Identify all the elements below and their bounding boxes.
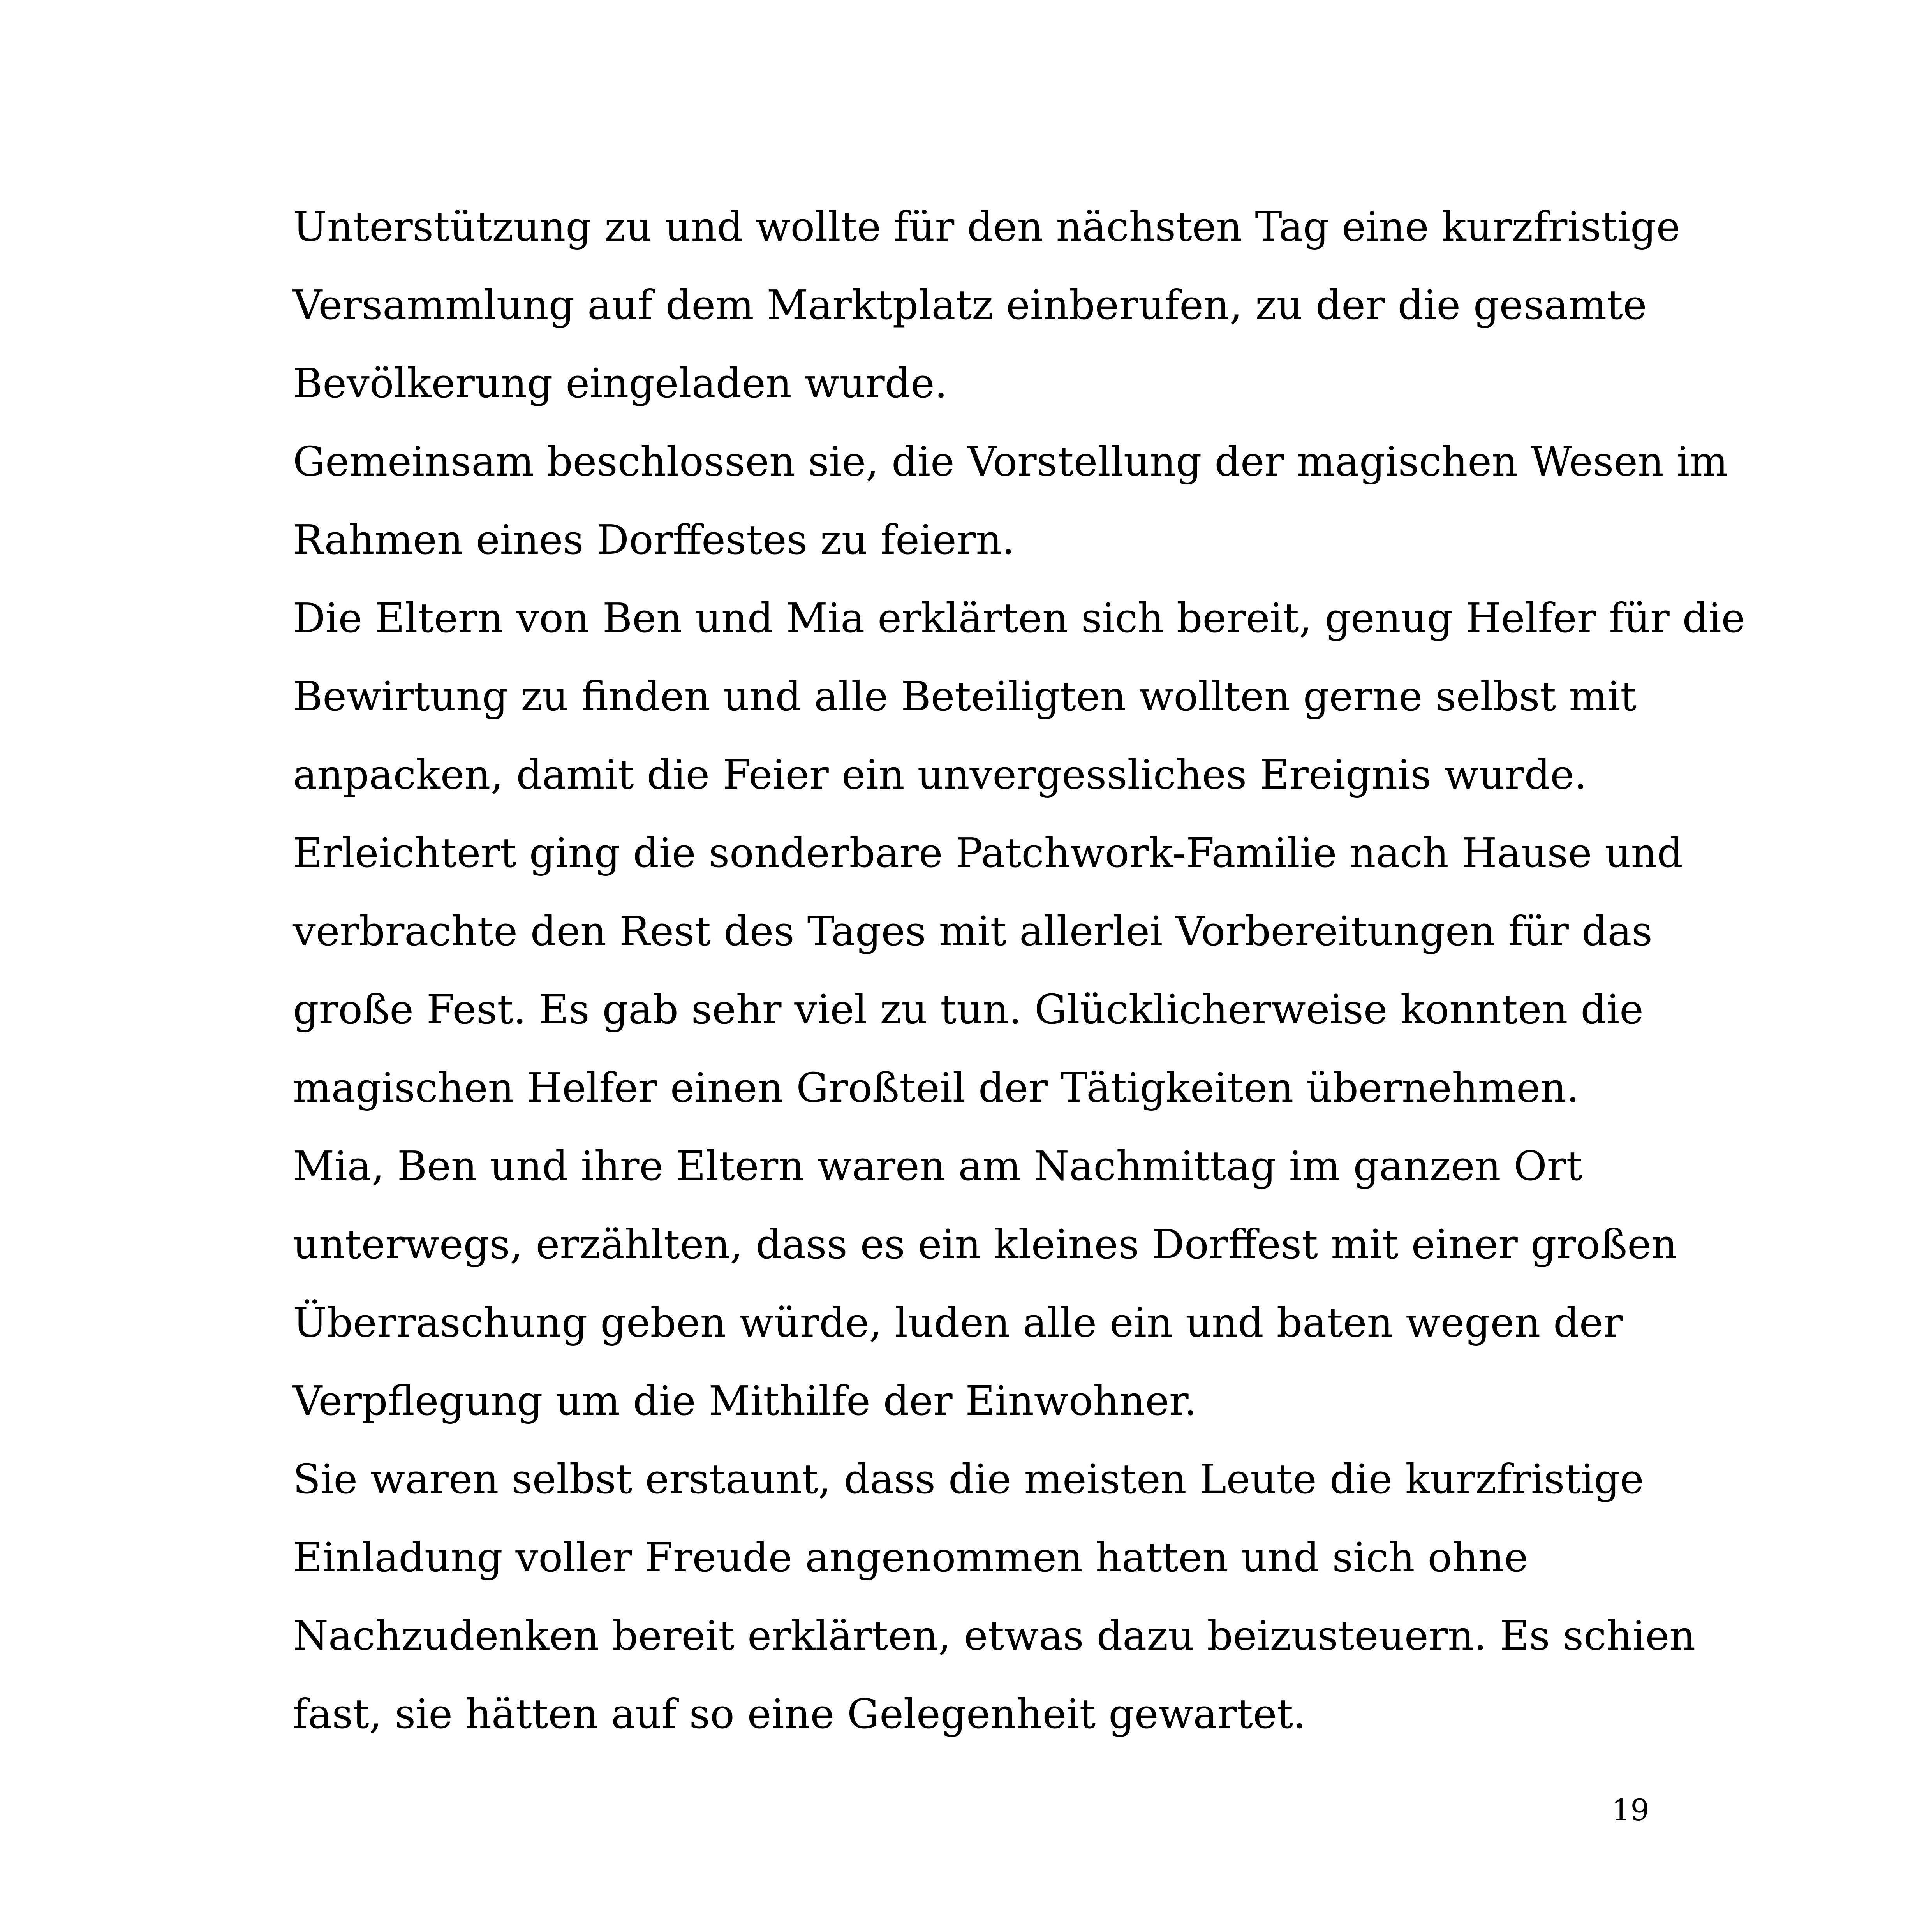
text-line: anpacken, damit die Feier ein unvergessliches Ereignis wurde. [293, 751, 1587, 798]
text-line: Sie waren selbst erstaunt, dass die meisten Leute die kurzfristige [293, 1455, 1644, 1503]
text-line: unterwegs, erzählten, dass es ein kleines Dorffest mit einer großen [293, 1220, 1677, 1268]
text-line: Bewirtung zu finden und alle Beteiligten wollten gerne selbst mit [293, 673, 1637, 720]
text-line: Bevölkerung eingeladen wurde. [293, 359, 948, 407]
text-line: Versammlung auf dem Marktplatz einberufen, zu der die gesamte [293, 281, 1647, 329]
body-text [293, 188, 1746, 1753]
text-line: Mia, Ben und ihre Eltern waren am Nachmittag im ganzen Ort [293, 1142, 1583, 1190]
page-number: 19 [1612, 1793, 1649, 1827]
text-line: Nachzudenken bereit erklärten, etwas dazu beizusteuern. Es schien [293, 1612, 1696, 1659]
text-line: Rahmen eines Dorffestes zu feiern. [293, 516, 1015, 564]
text-line: Gemeinsam beschlossen sie, die Vorstellung der magischen Wesen im [293, 438, 1728, 485]
text-line: große Fest. Es gab sehr viel zu tun. Glücklicherweise konnten die [293, 986, 1644, 1033]
text-line: Überraschung geben würde, luden alle ein und baten wegen der [293, 1299, 1623, 1346]
text-line: verbrachte den Rest des Tages mit allerlei Vorbereitungen für das [293, 907, 1653, 955]
text-line: magischen Helfer einen Großteil der Tätigkeiten übernehmen. [293, 1064, 1579, 1111]
text-line: Einladung voller Freude angenommen hatten und sich ohne [293, 1534, 1528, 1581]
text-line: Verpflegung um die Mithilfe der Einwohner. [293, 1377, 1197, 1425]
text-line: fast, sie hätten auf so eine Gelegenheit gewartet. [293, 1690, 1306, 1738]
text-line: Erleichtert ging die sonderbare Patchwork-Familie nach Hause und [293, 829, 1683, 877]
text-line: Unterstützung zu und wollte für den nächsten Tag eine kurzfristige [293, 203, 1681, 250]
text-line: Die Eltern von Ben und Mia erklärten sich bereit, genug Helfer für die [293, 594, 1746, 642]
